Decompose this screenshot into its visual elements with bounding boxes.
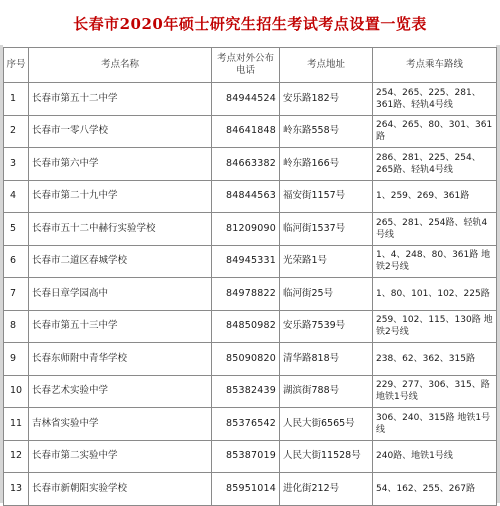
cell-name[interactable]: 长春市一零八学校 bbox=[29, 115, 212, 148]
cell-idx[interactable]: 3 bbox=[4, 148, 29, 181]
cell-bus[interactable]: 1、80、101、102、225路 bbox=[373, 278, 497, 311]
cell-name[interactable]: 长春市五十二中赫行实验学校 bbox=[29, 213, 212, 246]
cell-bus[interactable]: 240路、地铁1号线 bbox=[373, 440, 497, 473]
cell-address[interactable]: 清华路818号 bbox=[280, 343, 373, 376]
cell-name[interactable]: 长春市第二十九中学 bbox=[29, 180, 212, 213]
cell-address[interactable]: 临河街1537号 bbox=[280, 213, 373, 246]
cell-idx[interactable]: 8 bbox=[4, 310, 29, 343]
cell-phone[interactable]: 85387019 bbox=[212, 440, 280, 473]
cell-idx[interactable]: 10 bbox=[4, 375, 29, 408]
table-row bbox=[4, 213, 497, 246]
cell-idx[interactable]: 7 bbox=[4, 278, 29, 311]
cell-bus[interactable]: 306、240、315路 地铁1号线 bbox=[373, 408, 497, 441]
cell-bus[interactable]: 1、4、248、80、361路 地铁2号线 bbox=[373, 245, 497, 278]
cell-bus[interactable]: 264、265、80、301、361路 bbox=[373, 115, 497, 148]
cell-name[interactable]: 吉林省实验中学 bbox=[29, 408, 212, 441]
cell-bus[interactable]: 259、102、115、130路 地铁2号线 bbox=[373, 310, 497, 343]
table-row bbox=[4, 408, 497, 441]
cell-name[interactable]: 长春日章学园高中 bbox=[29, 278, 212, 311]
table-row bbox=[4, 83, 497, 116]
cell-phone[interactable]: 84978822 bbox=[212, 278, 280, 311]
table-row bbox=[4, 148, 497, 181]
cell-idx[interactable]: 13 bbox=[4, 473, 29, 506]
cell-phone[interactable]: 84850982 bbox=[212, 310, 280, 343]
cell-phone[interactable]: 85382439 bbox=[212, 375, 280, 408]
cell-address[interactable]: 进化街212号 bbox=[280, 473, 373, 506]
cell-address[interactable]: 人民大街11528号 bbox=[280, 440, 373, 473]
cell-idx[interactable]: 4 bbox=[4, 180, 29, 213]
table-row bbox=[4, 115, 497, 148]
cell-phone[interactable]: 85376542 bbox=[212, 408, 280, 441]
cell-address[interactable]: 光荣路1号 bbox=[280, 245, 373, 278]
cell-bus[interactable]: 265、281、254路、轻轨4号线 bbox=[373, 213, 497, 246]
cell-idx[interactable]: 9 bbox=[4, 343, 29, 376]
table-row bbox=[4, 440, 497, 473]
cell-idx[interactable]: 2 bbox=[4, 115, 29, 148]
header-idx: 序号 bbox=[4, 48, 29, 83]
cell-address[interactable]: 人民大街6565号 bbox=[280, 408, 373, 441]
cell-phone[interactable]: 85951014 bbox=[212, 473, 280, 506]
cell-bus[interactable]: 286、281、225、254、265路、轻轨4号线 bbox=[373, 148, 497, 181]
table-row bbox=[4, 310, 497, 343]
table-row bbox=[4, 473, 497, 506]
cell-address[interactable]: 福安街1157号 bbox=[280, 180, 373, 213]
cell-idx[interactable]: 11 bbox=[4, 408, 29, 441]
table-title: 长春市2020年硕士研究生招生考试考点设置一览表 bbox=[73, 15, 427, 33]
header-phone: 考点对外公布电话 bbox=[212, 48, 280, 83]
cell-phone[interactable]: 84945331 bbox=[212, 245, 280, 278]
cell-name[interactable]: 长春东师附中青华学校 bbox=[29, 343, 212, 376]
cell-name[interactable]: 长春市第五十二中学 bbox=[29, 83, 212, 116]
cell-bus[interactable]: 229、277、306、315、路 地铁1号线 bbox=[373, 375, 497, 408]
cell-name[interactable]: 长春市第五十三中学 bbox=[29, 310, 212, 343]
exam-site-table bbox=[3, 47, 497, 506]
cell-name[interactable]: 长春市新朝阳实验学校 bbox=[29, 473, 212, 506]
cell-phone[interactable]: 84641848 bbox=[212, 115, 280, 148]
cell-address[interactable]: 临河街25号 bbox=[280, 278, 373, 311]
header-address: 考点地址 bbox=[280, 48, 373, 83]
cell-phone[interactable]: 84844563 bbox=[212, 180, 280, 213]
cell-address[interactable]: 岭东路558号 bbox=[280, 115, 373, 148]
cell-bus[interactable]: 254、265、225、281、361路、轻轨4号线 bbox=[373, 83, 497, 116]
table-row bbox=[4, 180, 497, 213]
cell-phone[interactable]: 85090820 bbox=[212, 343, 280, 376]
cell-name[interactable]: 长春市第二实验中学 bbox=[29, 440, 212, 473]
cell-address[interactable]: 安乐路7539号 bbox=[280, 310, 373, 343]
cell-phone[interactable]: 81209090 bbox=[212, 213, 280, 246]
table-row bbox=[4, 375, 497, 408]
table-row bbox=[4, 343, 497, 376]
cell-address[interactable]: 岭东路166号 bbox=[280, 148, 373, 181]
header-row bbox=[4, 48, 497, 83]
cell-bus[interactable]: 238、62、362、315路 bbox=[373, 343, 497, 376]
cell-address[interactable]: 湖滨街788号 bbox=[280, 375, 373, 408]
cell-bus[interactable]: 1、259、269、361路 bbox=[373, 180, 497, 213]
cell-name[interactable]: 长春艺术实验中学 bbox=[29, 375, 212, 408]
cell-phone[interactable]: 84663382 bbox=[212, 148, 280, 181]
cell-idx[interactable]: 5 bbox=[4, 213, 29, 246]
cell-name[interactable]: 长春市第六中学 bbox=[29, 148, 212, 181]
cell-idx[interactable]: 12 bbox=[4, 440, 29, 473]
cell-address[interactable]: 安乐路182号 bbox=[280, 83, 373, 116]
table-row bbox=[4, 278, 497, 311]
cell-bus[interactable]: 54、162、255、267路 bbox=[373, 473, 497, 506]
table-body bbox=[4, 83, 497, 506]
cell-name[interactable]: 长春市二道区春城学校 bbox=[29, 245, 212, 278]
header-name: 考点名称 bbox=[29, 48, 212, 83]
cell-idx[interactable]: 1 bbox=[4, 83, 29, 116]
table-row bbox=[4, 245, 497, 278]
cell-idx[interactable]: 6 bbox=[4, 245, 29, 278]
header-bus: 考点乘车路线 bbox=[373, 48, 497, 83]
cell-phone[interactable]: 84944524 bbox=[212, 83, 280, 116]
